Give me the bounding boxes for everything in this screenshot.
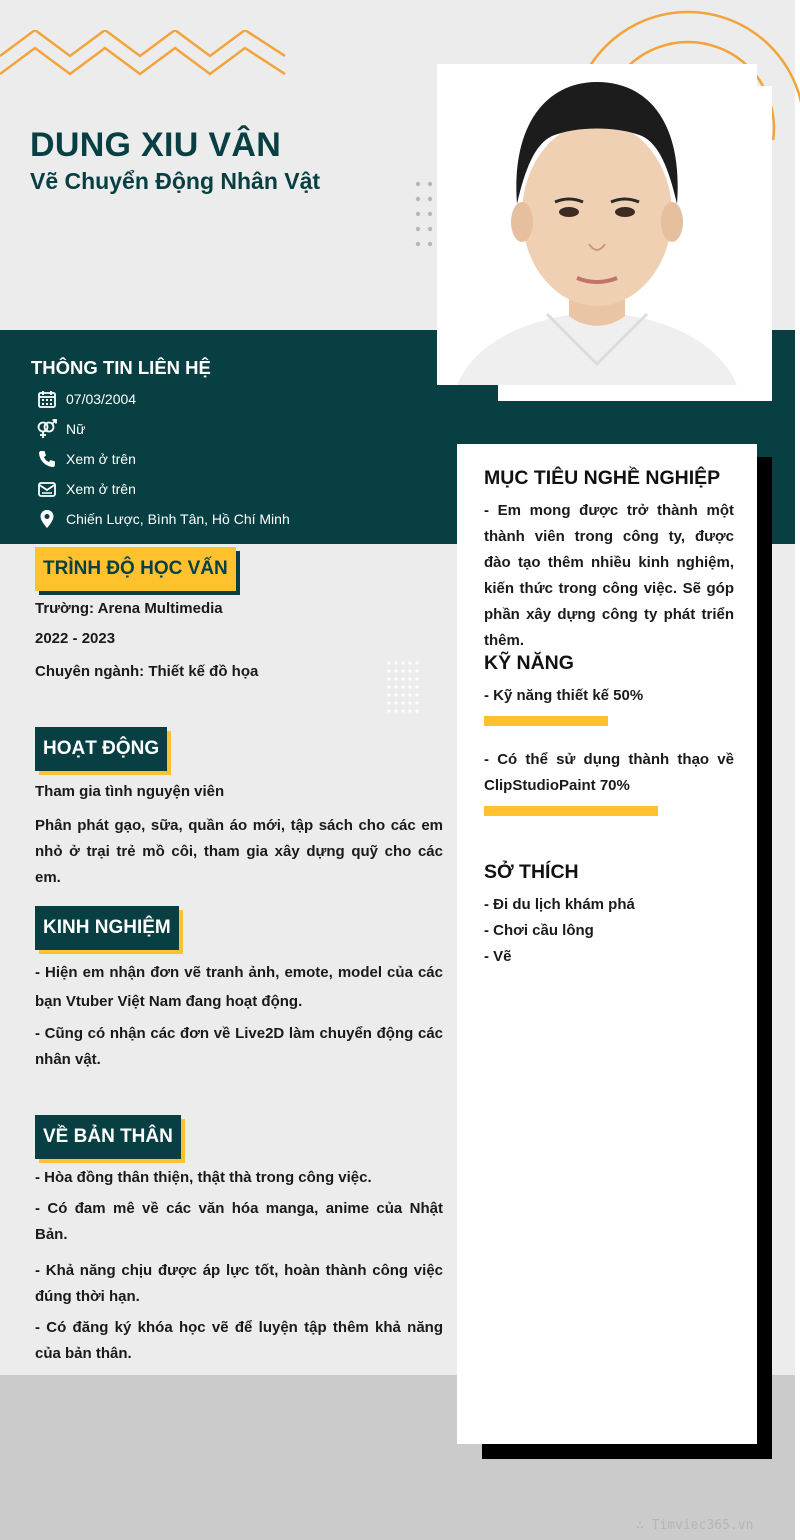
about-item: - Có đăng ký khóa học vẽ để luyện tập thêm khả năng của bản thân. bbox=[35, 1319, 443, 1362]
birthdate-text: 07/03/2004 bbox=[66, 391, 137, 407]
activities-line: Tham gia tình nguyện viên bbox=[35, 783, 225, 800]
activities-title-text: HOẠT ĐỘNG bbox=[35, 727, 167, 771]
page-edge bbox=[795, 0, 800, 1540]
about-item: - Khả năng chịu được áp lực tốt, hoàn thành công việc đúng thời hạn. bbox=[35, 1262, 443, 1305]
calendar-icon bbox=[36, 388, 58, 410]
portrait-illustration bbox=[437, 64, 757, 385]
objective-text: - Em mong được trở thành một thành viên trong công ty, được đào tạo thêm nhiều kinh nghiệm, kiến thức trong công việc. Sẽ góp phần xây dựng công ty phát triển thêm. bbox=[484, 502, 734, 649]
hobby-item: - Đi du lịch khám phá bbox=[484, 896, 635, 913]
about-title-text: VỀ BẢN THÂN bbox=[35, 1115, 181, 1159]
email-icon bbox=[36, 478, 58, 500]
contact-section-title: THÔNG TIN LIÊN HỆ bbox=[31, 357, 211, 378]
activities-description: Phân phát gạo, sữa, quần áo mới, tập sách cho các em nhỏ ở trại trẻ mồ côi, tham gia xây dựng quỹ cho các em. bbox=[35, 817, 443, 886]
skill-level-bar bbox=[484, 806, 658, 816]
education-school: Trường: Arena Multimedia bbox=[35, 600, 223, 617]
phone-icon bbox=[36, 448, 58, 470]
email-text: Xem ở trên bbox=[66, 481, 136, 497]
zigzag-decoration bbox=[0, 30, 290, 102]
education-major: Chuyên ngành: Thiết kế đồ họa bbox=[35, 663, 259, 680]
hobby-item: - Chơi cầu lông bbox=[484, 922, 594, 939]
location-pin-icon bbox=[36, 508, 58, 530]
contact-row-email bbox=[36, 478, 136, 500]
experience-item: - Cũng có nhận các đơn về Live2D làm chuyển động các nhân vật. bbox=[35, 1025, 443, 1068]
experience-title-text: KINH NGHIỆM bbox=[35, 906, 179, 950]
skill-item: - Có thể sử dụng thành thạo về ClipStudioPaint 70% bbox=[484, 751, 734, 794]
contact-row-birthdate bbox=[36, 388, 136, 410]
dots-decoration bbox=[414, 180, 438, 250]
experience-item: - Hiện em nhận đơn vẽ tranh ảnh, emote, model của các bạn Vtuber Việt Nam đang hoạt động. bbox=[35, 964, 443, 1010]
contact-row-gender bbox=[36, 418, 85, 440]
job-title: Vẽ Chuyển Động Nhân Vật bbox=[30, 168, 321, 194]
gender-icon bbox=[36, 418, 58, 440]
profile-photo bbox=[437, 64, 757, 385]
hobbies-section-title: SỞ THÍCH bbox=[484, 861, 579, 883]
gender-text: Nữ bbox=[66, 421, 86, 437]
skill-item: - Kỹ năng thiết kế 50% bbox=[484, 687, 644, 704]
about-section-title bbox=[35, 1115, 181, 1159]
skill-level-bar bbox=[484, 716, 608, 726]
activities-section-title bbox=[35, 727, 167, 771]
phone-text: Xem ở trên bbox=[66, 451, 136, 467]
about-item: - Có đam mê về các văn hóa manga, anime của Nhật Bản. bbox=[35, 1200, 443, 1243]
objective-section-title: MỤC TIÊU NGHỀ NGHIỆP bbox=[484, 467, 721, 489]
education-years: 2022 - 2023 bbox=[35, 630, 116, 647]
education-section-title bbox=[35, 547, 236, 591]
contact-row-phone bbox=[36, 448, 136, 470]
experience-section-title bbox=[35, 906, 179, 950]
about-item: - Hòa đồng thân thiện, thật thà trong công việc. bbox=[35, 1169, 372, 1186]
skills-section-title: KỸ NĂNG bbox=[484, 652, 574, 674]
watermark: ∴ Timviec365.vn bbox=[636, 1518, 754, 1533]
address-text: Chiến Lược, Bình Tân, Hồ Chí Minh bbox=[66, 511, 290, 527]
hobby-item: - Vẽ bbox=[484, 948, 512, 965]
contact-row-address bbox=[36, 508, 290, 530]
candidate-name: DUNG XIU VÂN bbox=[30, 126, 282, 164]
education-title-text: TRÌNH ĐỘ HỌC VẤN bbox=[35, 547, 236, 591]
